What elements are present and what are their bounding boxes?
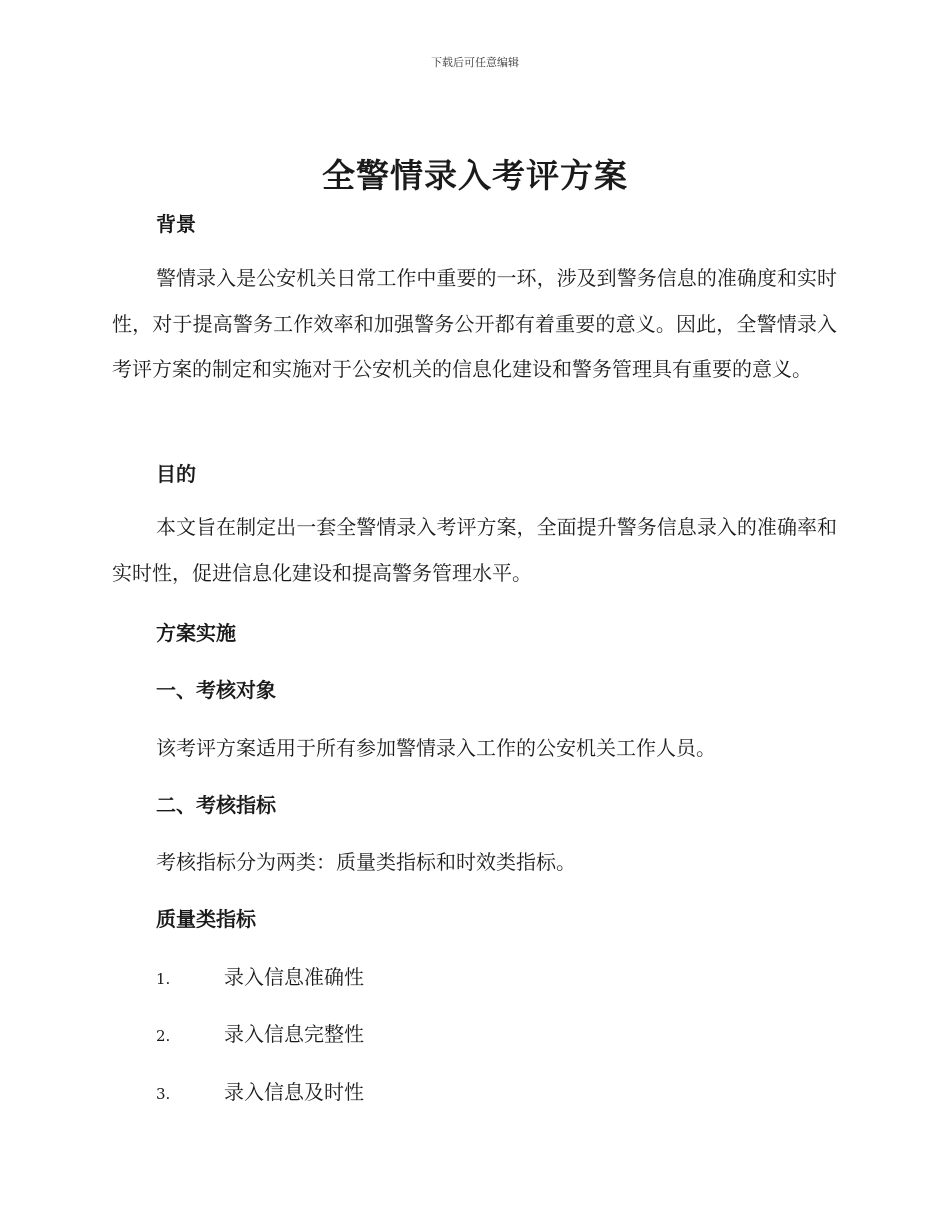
list-item-number: 2. [156,1027,171,1045]
heading-background: 背景 [156,212,196,236]
heading-purpose: 目的 [156,462,196,486]
paragraph-purpose: 本文旨在制定出一套全警情录入考评方案，全面提升警务信息录入的准确率和实时性，促进信息化建设和提高警务管理水平。 [112,515,837,585]
heading-implementation: 方案实施 [156,621,236,645]
list-item [156,961,364,990]
paragraph-targets: 该考评方案适用于所有参加警情录入工作的公安机关工作人员。 [156,736,716,760]
list-item-label: 录入信息完整性 [224,1022,364,1046]
list-item-label: 录入信息准确性 [224,965,364,989]
list-item-number: 3. [156,1085,171,1103]
list-item [156,1018,364,1047]
document-title: 全警情录入考评方案 [322,156,628,195]
heading-quality: 质量类指标 [156,907,256,931]
heading-indicators: 二、考核指标 [156,793,276,817]
list-item [156,1076,364,1105]
paragraph-background: 警情录入是公安机关日常工作中重要的一环，涉及到警务信息的准确度和实时性，对于提高警务工作效率和加强警务公开都有着重要的意义。因此，全警情录入考评方案的制定和实施对于公安机关的信息化建设和警务管理具有重要的意义。 [112,266,837,381]
heading-targets: 一、考核对象 [156,678,276,702]
paragraph-indicators: 考核指标分为两类：质量类指标和时效类指标。 [156,850,576,874]
list-item-number: 1. [156,970,171,988]
list-item-label: 录入信息及时性 [224,1080,364,1104]
header-note: 下载后可任意编辑 [431,56,519,69]
